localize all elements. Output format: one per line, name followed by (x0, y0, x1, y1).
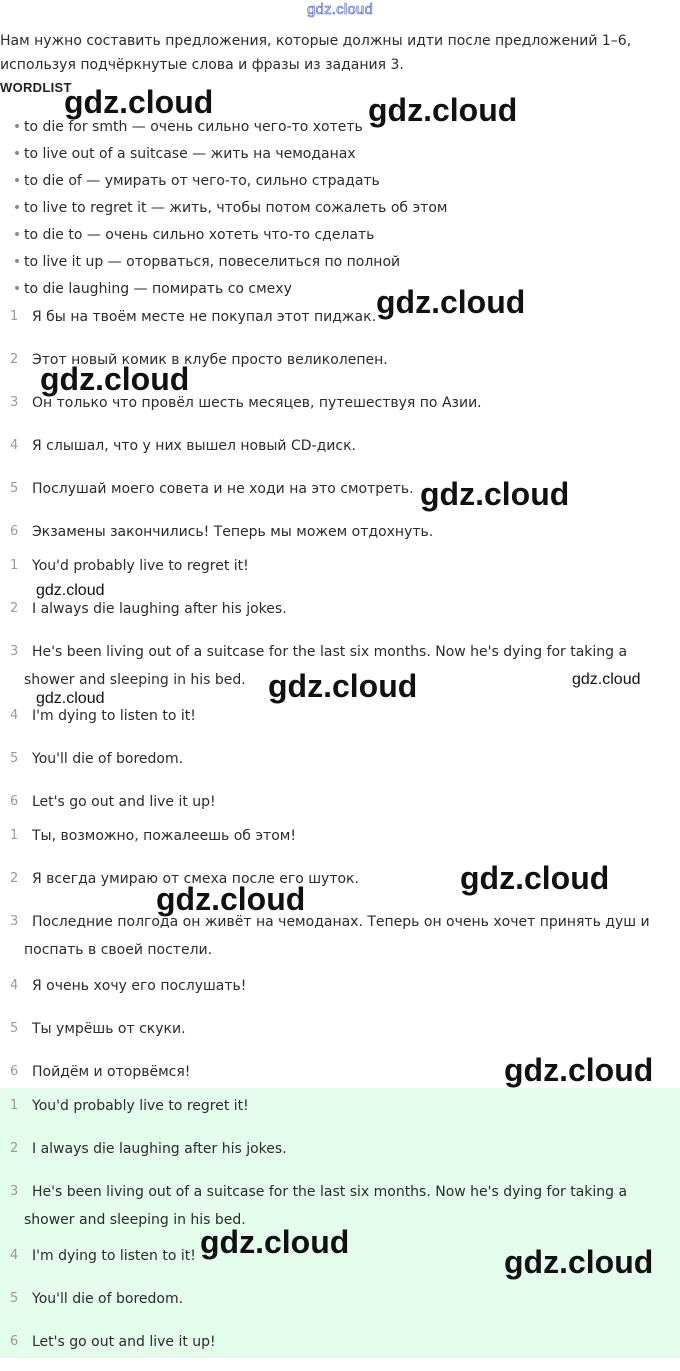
list-item: 2 Я всегда умираю от смеха после его шуток. (10, 871, 359, 887)
list-item: 1 Я бы на твоём месте не покупал этот пиджак. (10, 309, 377, 325)
list-item: 6 Экзамены закончились! Теперь мы можем отдохнуть. (10, 524, 434, 540)
list-item: 6 Пойдём и оторвёмся! (10, 1064, 191, 1080)
list-item: 3 Он только что провёл шесть месяцев, путешествуя по Азии. (10, 395, 482, 411)
list-item: 4 Я очень хочу его послушать! (10, 978, 247, 994)
bullet-icon: • (12, 200, 22, 216)
wordlist-item: • to live out of a suitcase — жить на чемоданах (0, 142, 447, 169)
list-item: 4 Я слышал, что у них вышел новый CD-диск. (10, 438, 356, 454)
watermark: gdz.cloud (504, 1244, 654, 1280)
bullet-icon: • (12, 254, 22, 270)
translation-ru (0, 822, 680, 1101)
list-item: 3 He's been living out of a suitcase for the last six months. Now he's dying for taking a shower and sleeping in his bed. (10, 1184, 628, 1228)
wordlist (0, 115, 447, 304)
watermark: gdz.cloud (420, 476, 570, 512)
answers-en (0, 552, 680, 831)
watermark: gdz.cloud (156, 881, 306, 917)
watermark: gdz.cloud (268, 668, 418, 704)
list-item: 5 Послушай моего совета и не ходи на это смотреть. (10, 481, 414, 497)
list-item: 3 He's been living out of a suitcase for the last six months. Now he's dying for taking a shower and sleeping in his bed. (10, 644, 628, 688)
list-item: 5 You'll die of boredom. (10, 751, 184, 767)
list-item: 1 You'd probably live to regret it! (10, 558, 249, 574)
list-item: 1 You'd probably live to regret it! (10, 1098, 249, 1114)
watermark: gdz.cloud (460, 860, 610, 896)
list-item: 4 I'm dying to listen to it! (10, 1248, 196, 1264)
bullet-icon: • (12, 173, 22, 189)
watermark: gdz.cloud (36, 690, 105, 707)
list-item: 6 Let's go out and live it up! (10, 794, 216, 810)
watermark: gdz.cloud (40, 361, 190, 397)
list-item: 5 Ты умрёшь от скуки. (10, 1021, 186, 1037)
list-item: 3 Последние полгода он живёт на чемоданах. Теперь он очень хочет принять душ и поспать в своей постели. (10, 914, 650, 958)
wordlist-item: • to die to — очень сильно хотеть что-то сделать (0, 223, 447, 250)
task-sentences-ru (0, 303, 680, 561)
bullet-icon: • (12, 281, 22, 297)
site-watermark-top: gdz.cloud (306, 1, 373, 18)
watermark: gdz.cloud (376, 284, 526, 320)
list-item: 2 I always die laughing after his jokes. (10, 601, 287, 617)
list-item: 2 Этот новый комик в клубе просто великолепен. (10, 352, 388, 368)
watermark: gdz.cloud (504, 1052, 654, 1088)
watermark: gdz.cloud (36, 582, 105, 599)
watermark: gdz.cloud (572, 671, 641, 688)
watermark: gdz.cloud (368, 92, 518, 128)
list-item: 1 Ты, возможно, пожалеешь об этом! (10, 828, 296, 844)
wordlist-item: • to live it up — оторваться, повеселиться по полной (0, 250, 447, 277)
answers-final (0, 1092, 680, 1371)
bullet-icon: • (12, 227, 22, 243)
list-item: 4 I'm dying to listen to it! (10, 708, 196, 724)
wordlist-item: • to live to regret it — жить, чтобы потом сожалеть об этом (0, 196, 447, 223)
wordlist-item: • to die for smth — очень сильно чего-то хотеть (0, 115, 447, 142)
wordlist-item: • to die laughing — помирать со смеху (0, 277, 447, 304)
list-item: 5 You'll die of boredom. (10, 1291, 184, 1307)
watermark: gdz.cloud (64, 84, 214, 120)
bullet-icon: • (12, 146, 22, 162)
task-intro: Нам нужно составить предложения, которые должны идти после предложений 1–6, используя подчёркнутые слова и фразы из задания 3. (0, 33, 632, 73)
list-item: 6 Let's go out and live it up! (10, 1334, 216, 1350)
wordlist-heading: WORDLIST (0, 80, 72, 95)
list-item: 2 I always die laughing after his jokes. (10, 1141, 287, 1157)
watermark: gdz.cloud (200, 1224, 350, 1260)
wordlist-item: • to die of — умирать от чего-то, сильно страдать (0, 169, 447, 196)
bullet-icon: • (12, 119, 22, 135)
